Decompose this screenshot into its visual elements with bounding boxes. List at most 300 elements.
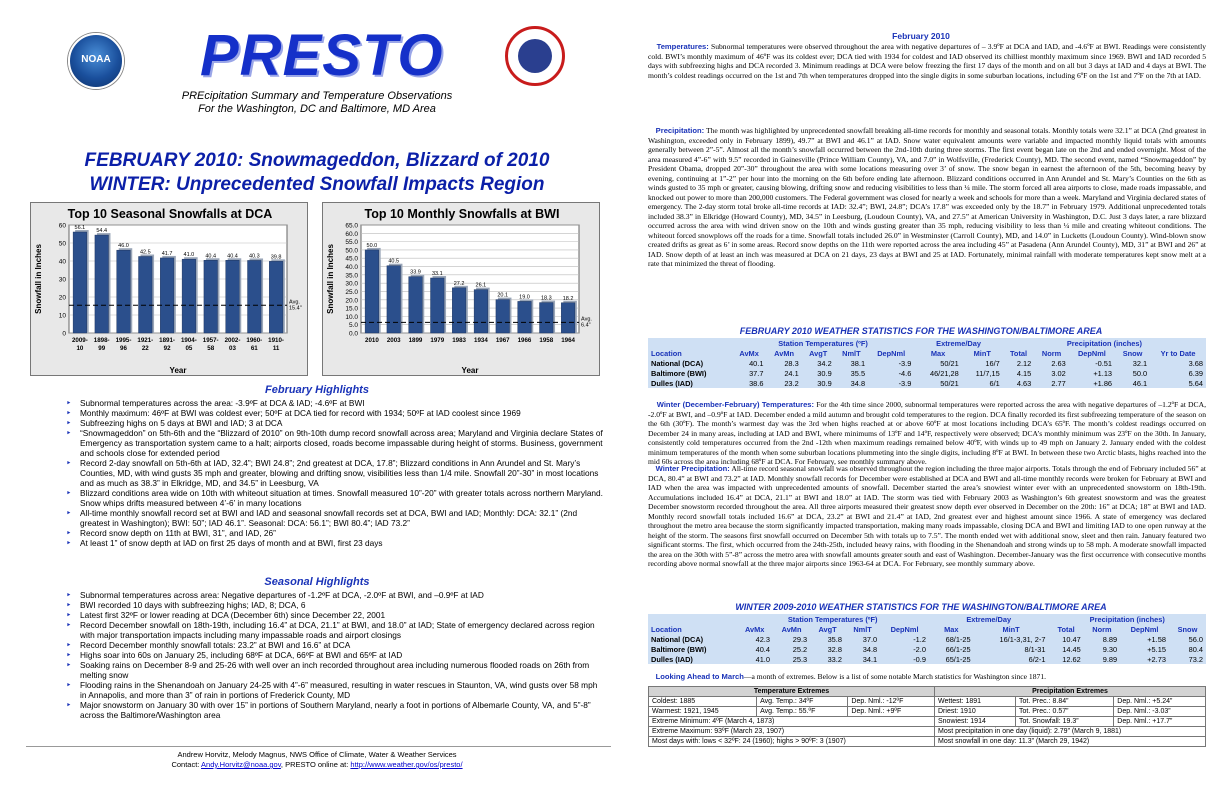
x-tick-label [452,337,466,344]
table-cell: 4.15 [1016,368,1032,378]
seasonal-highlights-list [66,590,606,720]
x-tick-label-line: 92 [163,345,171,352]
table-cell: -3.9 [898,378,912,388]
x-tick-label [365,337,379,344]
table-row [648,654,1206,664]
feb-highlight-item: ‣ Record snow depth on 11th at BWI, 31”, and IAD, 26” [66,528,606,538]
table-row [649,737,1206,747]
feb-summary-title: February 2010 [892,31,950,41]
x-tick-label-line: 1904- [180,337,197,344]
bar [182,259,196,333]
table-cell: 9.89 [1102,654,1118,664]
table-cell: 2.12 [1016,358,1032,368]
table-cell: National (DCA) [651,358,704,368]
table-header-row [648,348,1206,358]
table-cell: 2.63 [1051,358,1066,368]
table-cell: National (DCA) [651,634,704,644]
column-header: Max [944,624,959,634]
bar-value-label: 39.8 [270,254,282,261]
x-tick-label-line: 05 [185,345,193,352]
left-column [22,8,612,788]
table-row [649,717,1206,727]
y-tick-label: 60 [58,222,66,230]
winter-temp-label: Winter (December-February) Temperatures: [656,400,815,409]
column-header: Precipitation Extremes [935,687,1206,697]
y-axis-label: Snowfall in Inches [34,244,43,314]
bar-value-label: 41.7 [161,250,173,257]
group-header-cell: Extreme/Day [936,338,981,348]
feb-highlight-item: ‣ At least 1” of snow depth at IAD on first 25 days of month and at BWI, first 23 days [66,538,606,548]
bar-value-label: 27.2 [453,280,465,287]
x-tick-label-line: 2002- [224,337,241,344]
noaa-logo: NOAA [68,33,124,89]
y-tick-label: 20 [58,294,66,302]
table-row [648,378,1206,388]
bar [269,261,283,333]
table-cell: 33.2 [827,654,842,664]
table-cell: 16/7 [985,358,1000,368]
x-tick-label-line: 10 [76,345,84,352]
table-cell: 73.2 [1188,654,1203,664]
feb-stats-table [648,338,1206,388]
table-cell: -4.6 [898,368,912,378]
winter-precip-label: Winter Precipitation: [655,464,730,473]
x-tick-label [203,337,219,352]
table-cell: 34.8 [862,644,878,654]
x-tick-label-line: 96 [120,345,127,352]
x-tick-label-line: 2010 [365,337,379,344]
table-row [649,707,1206,717]
table-cell: Wettest: 1891 [935,697,1016,707]
x-tick-label-line: 1899 [408,337,423,344]
headline-winter: WINTER: Unprecedented Snowfall Impacts Region [89,174,545,195]
column-header: Norm [1092,624,1112,634]
x-tick-label-line: 1958 [539,337,554,344]
y-tick-label: 45.0 [345,255,358,263]
chart-dca-seasonal [30,202,308,376]
bar-value-label: 46.0 [118,243,129,250]
table-cell: Dep. Nml.: -3.03” [1114,707,1206,717]
table-cell: Dep. Nml.: +5.24” [1114,697,1206,707]
table-cell: 11/7,15 [975,368,1000,378]
bar [139,257,153,334]
x-tick-label-line: 1983 [452,337,466,344]
y-tick-label: 30 [58,276,66,284]
bar [248,260,262,333]
chart-svg [31,203,309,377]
seasonal-highlight-item: ‣ Highs soar into 60s on January 25, including 68ºF at DCA, 66ºF at BWI and 65ºF at IAD [66,650,606,660]
bar-value-label: 40.3 [248,253,260,260]
table-cell: -2.0 [913,644,926,654]
march-intro [648,672,1206,682]
x-tick-label-line: 03 [229,345,236,352]
table-cell: 3.68 [1188,358,1203,368]
chart-bwi-monthly [322,202,600,376]
winter-precip-text: All-time record seasonal snowfall was observed throughout the region including the three major airports. Totals through the end of February included 56” at DCA, 80.4” at BWI and 73.2” at IAD. Monthly snowfall records for December were established at DCA and BWI and all-time monthly records were broken for February at BWI and IAD when the area was impacted with unprecedented amounts of snowfall. December started the area’s snowiest winter ever with an unprecedented snowstorm on 18th-19th. Accumulations included 16.4” at DCA, 21.1” at BWI and 18.0” at IAD. The storm was tied with February 2003 as Washington’s 6th greatest snowstorm and was the greatest December snowstorm recorded throughout the area. All three airports measured their greatest snow depth ever observed in December on the 20th: 16” at DCA; 18” at BWI and IAD. Monthly record snowfall totals included 16.6” at DCA, 23.2” at BWI and 21.4” at IAD, 2nd greatest ever and highest amount since 1966. A state of emergency was declared throughout the metro area because the storm significantly impacted transportation, making many roads impassable, closing DCA and BWI and limiting IAD to one open runway at the height of the storm. The seasons first snowfall occurred on December 5th with totals up to 7.5”. The month ended wet with additional snow, sleet and then rain. January featured two significant storms. The first, which occurred from the 24th-25th, included heavy rains, with flooding in the Shenandoah and strong winds up to 58 mph. A moderate snowfall impacted the area on the 30th with 5”-8” across the metro area with snowfall amounts greater south and east of Washington. December-January was the first occurrence with consecutive months recording above normal snowfall at the three major airports since 1963-64 at DCA. For February, see monthly summary above. [648,464,1207,568]
table-cell: Tot. Snowfall: 19.3” [1016,717,1114,727]
column-header: NmlT [853,624,872,634]
table-row [648,634,1206,644]
table-cell: 32.8 [827,644,842,654]
y-tick-label: 30.0 [345,280,358,288]
table-cell: 40.1 [749,358,764,368]
table-cell: +1.13 [1093,368,1113,378]
x-tick-label [246,337,262,352]
table-row [648,368,1206,378]
x-axis-label: Year [461,366,479,375]
table-cell: 50/21 [940,378,959,388]
table-cell: +2.73 [1147,654,1166,664]
nws-logo [505,26,565,86]
x-tick-label [225,337,241,352]
seasonal-highlight-item: ‣ Record December snowfall on 18th-19th, including 16.4” at DCA, 21.1” at BWI, and 18.0” at IAD; State of emergency declared across region with major transportation impacts including many impassable roads and airport closings [66,620,606,640]
average-label [581,316,592,328]
bar [474,290,488,333]
table-cell: 8/1-31 [1024,644,1046,654]
seasonal-highlight-item: ‣ Record December monthly snowfall totals: 23.2” at BWI and 16.6” at DCA [66,640,606,650]
bar-value-label: 40.4 [227,253,238,260]
bar [540,303,554,333]
column-header: NmlT [842,348,861,358]
x-tick-label [430,337,444,344]
bar [204,260,218,333]
seasonal-highlight-item: ‣ Latest first 32ºF or lower reading at DCA (December 6th) since December 22, 2001 [66,610,606,620]
credits-authors: Andrew Horvitz, Melody Magnus, NWS Office of Climate, Water & Weather Services [177,750,457,759]
x-tick-label-line: 1967 [495,337,510,344]
credits-contact [22,760,612,770]
column-header: AvgT [818,624,837,634]
x-tick-label-line: 1957- [202,337,219,344]
seasonal-highlight-item: ‣ Subnormal temperatures across area: Negative departures of -1.2ºF at DCA, -2.0ºF at BWI, and –0.9ºF at IAD [66,590,606,600]
x-tick-label [137,337,153,352]
feb-highlight-item: ‣ Blizzard conditions area wide on 10th with whiteout situation at times. Snowfall measured 10”-20” with greater totals across northern Maryland. Snow whips drifts measured between 4’-6’ in many locations [66,488,606,508]
table-cell: 10.47 [1062,634,1081,644]
table-cell: Tot. Prec.: 0.57” [1016,707,1114,717]
table-cell: 34.8 [850,378,866,388]
feb-highlight-item: ‣ All-time monthly snowfall record set at BWI and IAD and seasonal snowfall records set at DCA, BWI and IAD; Monthly: DCA: 32.1” (2nd greatest in Washington); BWI: 50”; IAD 46.1”. Seasonal: DCA: 56.1”; BWI 80.4”; IAD 73.2” [66,508,606,528]
chart-title: Top 10 Monthly Snowfalls at BWI [364,207,560,221]
column-header: DepNml [877,348,906,358]
seasonal-highlights-title: Seasonal Highlights [264,576,370,588]
x-tick-label [94,337,110,352]
x-tick-label [496,337,510,344]
table-cell: 9.30 [1102,644,1118,654]
table-cell: Avg. Temp.: 55.ºF [757,707,848,717]
winter-stats-table [648,614,1206,664]
column-header: DepNml [890,624,919,634]
winter-temperature-paragraph [648,400,1206,467]
bar-value-label: 26.1 [475,282,487,289]
bar-value-label: 40.5 [388,258,400,265]
contact-label: Contact: [171,760,202,769]
column-header: AvMn [781,624,802,634]
table-header-row [648,624,1206,634]
bar [117,250,131,333]
column-header: AvMn [774,348,794,358]
column-header: MinT [1002,624,1020,634]
table-cell: 38.1 [850,358,866,368]
table-cell: 35.5 [850,368,866,378]
group-header-cell: Precipitation (inches) [1089,614,1165,624]
column-header: Norm [1041,348,1062,358]
x-tick-label-line: 61 [250,345,258,352]
table-cell: 40.4 [755,644,770,654]
table-cell: Extreme Maximum: 93ºF (March 23, 1907) [649,727,935,737]
x-tick-label [387,337,401,344]
table-cell: 6/2-1 [1028,654,1046,664]
table-row [649,727,1206,737]
average-label-line: Avg. [289,299,300,306]
table-cell: 34.2 [817,358,832,368]
y-tick-label: 20.0 [345,297,358,305]
credits [22,750,612,770]
seasonal-highlight-item: ‣ BWI recorded 10 days with subfreezing highs; IAD, 8; DCA, 6 [66,600,606,610]
y-tick-label: 55.0 [345,239,358,247]
feb-precip-text: The month was highlighted by unprecedented snowfall breaking all-time records for monthly and seasonal totals. Monthly totals were 32.1” at DCA (2nd greatest in Washington, exceeded only in February 1899), 49.7” at BWI and 46.1” at IAD. Snow water equivalent amounts were variable and impacted monthly liquid totals with amounts generally between 2”-5”. Almost all the month’s snowfall occurred between the 2nd-10th during three storms. The first event began late on the 2nd and ended overnight. Most of the area measured 4”-6” with 9.5” recorded in Gainesville (Prince William County), VA, and 7.0” in Wolfsville, (Frederick County), MD. The second event, named “Snowmageddon” by President Obama, dropped 20”-30” throughout the area with some locations measuring over 3’ of snow. The snow began in earnest the afternoon of the 5th, becoming heavy by evening, continuing at 1”-2” per hour into the morning on the 6th before ending late afternoon. Blizzard conditions occurred in Ann Arundel and St. Mary’s Counties on the 6th as winds gusted to 35 mph or greater, causing blowing, drifting snow and reducing visibilities to less than ¼ mile. The storm forced all area airports to close, made roads impassable, and knocked out power to more than 200,000 customers. The Federal government was closed for nearly a week and schools for more than a week. Maryland and Virginia declared states of emergency. The 2-day storm total broke all-time records at IAD: 32.4”; BWI, 24.8”; DCA’s 17.8” was exceeded only by the 18.7” in February 1979. Additional unprecedented totals included 38.3” in Elkridge (Howard County), MD, 34.5” in Leesburg, (Loudoun County), VA, and 27.5” at American University in Washington, D.C. Just 3 days later, a rare blizzard occurred across the area with wind driven snow on the 10th and winds gusting greater than 35 mph, reducing visibility to less than ¼ mile and creating whiteout conditions. The whiteout forced snowplows off the roads for a time. Snowfall totals included 26.0” in Westminster (Carroll County), MD, and 14.0” in Lucketts (Loudoun County). Wind-blown snow created drifts as great as 6’ in some areas. Record snow depths on the 11th were reported across the area including 45” at Pasadena (Ann Arundel County), MD, 31” at BWI and 26” at IAD. Snow depth of at least an inch was measured at DCA on 21 days, 23 days at BWI and 25 at IAD. Fortunately, minimal rainfall with moderate temperatures kept snow melt at a rate that minimized the threat of flooding. [648,126,1206,268]
bar-value-label: 20.1 [497,292,509,299]
x-tick-label-line: 58 [207,345,215,352]
winter-precipitation-paragraph [648,464,1206,569]
bar-value-label: 40.4 [205,253,217,260]
table-cell: 12.62 [1062,654,1081,664]
table-group-header [648,614,1206,624]
column-header: DepNml [1130,624,1159,634]
table-cell: 34.1 [862,654,878,664]
table-cell: 46/21,28 [929,368,959,378]
table-cell: 16/1-3,31, 2-7 [999,634,1046,644]
seasonal-highlight-item: ‣ Major snowstorm on January 30 with over 15” in portions of Southern Maryland, nearly a foot in portions of Albemarle County, VA, and 5”-8” across the Baltimore/Washington area [66,700,606,720]
table-cell: 28.3 [784,358,799,368]
average-label-line: 6.4" [581,322,591,329]
column-header: Snow [1177,624,1198,634]
x-tick-label [474,337,488,344]
table-cell: Dep. Nml.: +9ºF [848,707,935,717]
y-tick-label: 60.0 [345,230,358,238]
x-tick-label [116,337,132,352]
y-tick-label: 65.0 [345,222,358,230]
feb-highlight-item: ‣ Subfreezing highs on 5 days at BWI and IAD; 3 at DCA [66,418,606,428]
table-cell: 30.9 [817,368,832,378]
table-cell: 37.0 [862,634,878,644]
headline-february: FEBRUARY 2010: Snowmageddon, Blizzard of 2010 [84,150,550,171]
x-tick-label [159,337,175,352]
x-tick-label [409,337,423,344]
group-header-cell [648,338,732,348]
feb-precip-label: Precipitation: [655,126,705,135]
table-cell: Avg. Temp.: 34ºF [757,697,848,707]
column-header: AvMx [744,624,765,634]
column-header: Snow [1122,348,1143,358]
table-cell: 24.1 [784,368,799,378]
online-label: , PRESTO online at: [280,760,351,769]
bar [518,301,532,333]
group-header-cell: Station Temperatures (ºF) [778,338,868,348]
table-cell: 46.1 [1132,378,1148,388]
table-cell: 35.8 [827,634,842,644]
group-header-cell [648,614,736,624]
column-header: Total [1009,348,1028,358]
table-cell: 50/21 [940,358,959,368]
table-cell: 2.77 [1051,378,1066,388]
x-tick-label [518,337,532,344]
y-tick-label: 25.0 [345,288,358,296]
x-tick-label-line: 1966 [517,337,532,344]
table-cell: Extreme Minimum: 4ºF (March 4, 1873) [649,717,935,727]
feb-highlight-item: ‣ Monthly maximum: 46ºF at BWI was coldest ever; 50ºF at DCA tied for record with 1934; 50ºF at IAD coolest since 1969 [66,408,606,418]
column-header: Temperature Extremes [649,687,935,697]
y-tick-label: 0.0 [348,330,358,338]
column-header: AvgT [809,348,828,358]
feb-highlight-item: ‣ Record 2-day snowfall on 5th-6th at IAD, 32.4”; BWI 24.8”; 2nd greatest at DCA, 17.8”; Blizzard conditions in Ann Arundel and St. Mary’s Counties, MD, with wind gusts 35 mph and greater, blowing and drifting snow, visibilities less than 1/4 mile. Snowfall 20”-30” in most locations and as much as 38.3” in Elkridge, MD, and 34.5” in Leesburg, VA [66,458,606,488]
table-cell: Dulles (IAD) [651,378,693,388]
y-tick-label: 15.0 [345,305,358,313]
x-tick-label [72,337,88,352]
table-cell: Warmest: 1921, 1945 [649,707,757,717]
contact-email-link[interactable]: Andy.Horvitz@noaa.gov [201,760,281,769]
x-tick-label-line: 11 [272,345,280,352]
column-header: DepNml [1077,348,1106,358]
table-cell: 42.3 [755,634,770,644]
table-cell: 50.0 [1132,368,1148,378]
table-cell: Baltimore (BWI) [651,368,707,378]
table-row [649,697,1206,707]
table-cell: +5.15 [1147,644,1166,654]
table-cell: Driest: 1910 [935,707,1016,717]
table-cell: 8.89 [1102,634,1118,644]
table-cell: 3.02 [1051,368,1066,378]
bar [226,260,240,333]
app-title: PRESTO [200,23,444,88]
y-tick-label: 0 [62,330,66,338]
winter-temp-text: For the 4th time since 2000, subnormal temperatures were reported across the area with negative departures of –1.2ºF at DCA, -2.0ºF at BWI, and –0.9ºF at IAD. December ended a mild autumn and brought cold temperatures to the region. DCA finally recorded its first subfreezing temperature of the season on the 6th (30ºF). The month’s warmest day was the 3rd when highs reached at or above 60ºF at most locations including DCA’s 65ºF. The month’s coldest readings occurred on December 24 in many areas, including at IAD and BWI, where minimums of 13ºF and 14ºF, respectively were observed; DCA’s monthly minimum was 23ºF on the 30th. In January, consistently cold temperatures occurred from the 2nd -12th when maximum readings remained below 40ºF, with winds up to 49 mph on January 2. January ended with the coldest minimum temperatures of the month when some suburban locations plummeting into the single digits, including 8ºF at BWI. In between these two Arctic blasts, highs reached into the mid 60s across the area including 68ºF at DCA. For February, see monthly summary above. [648,400,1206,466]
bar-value-label: 41.0 [183,252,195,259]
table-cell: 29.3 [792,634,808,644]
bar [95,235,109,333]
seasonal-highlight-item: ‣ Soaking rains on December 8-9 and 25-26 with well over an inch recorded throughout area including numerous flooded roads on 26th from melting snow [66,660,606,680]
table-cell: -3.9 [898,358,912,368]
table-cell: Dep. Nml.: -12ºF [848,697,935,707]
feb-highlights-title: February Highlights [265,384,369,396]
chart-title: Top 10 Seasonal Snowfalls at DCA [67,207,273,221]
x-tick-label-line: 2003 [386,337,401,344]
table-cell: -0.9 [913,654,926,664]
bar [73,232,87,333]
table-cell: 66/1-25 [945,644,971,654]
table-row [648,644,1206,654]
presto-url-link[interactable]: http://www.weather.gov/os/presto/ [350,760,463,769]
table-row [648,358,1206,368]
feb-temp-text: Subnormal temperatures were observed throughout the area with negative departures of – 3.9ºF at DCA and IAD, and -4.6ºF at BWI. Readings were consistently cold. BWI’s monthly maximum of 46ºF was its coldest ever; DCA tied with 1934 for coldest and IAD observed its chilliest monthly maximum since 1969. BWI and IAD recorded 5 days with subfreezing highs and DCA recorded 3. Minimum readings at DCA were below freezing the first 17 days of the month and on all but 3 days at IAD and 4 days at BWI. The month’s coldest readings occurred on the 1st and 7th when temperatures dropped into the single digits in some suburban locations, including 6ºF on the 1st and 7ºF on the 7th at IAD. [648,42,1206,80]
table-cell: 25.3 [792,654,808,664]
nws-logo-emblem [518,39,552,73]
group-header-cell: Extreme/Day [966,614,1012,624]
right-column [634,32,1208,788]
bar [431,278,445,333]
march-text: —a month of extremes. Below is a list of some notable March statistics for Washington since 1871. [743,672,1047,681]
x-tick-label-line: 1921- [137,337,154,344]
table-cell: 30.9 [817,378,832,388]
bar-value-label: 18.2 [562,295,574,302]
bar-value-label: 33.9 [410,269,421,276]
x-tick-label-line: 99 [98,345,106,352]
column-header: Max [930,348,946,358]
x-tick-label-line: 22 [141,345,149,352]
footer-divider [26,746,611,747]
x-axis-label: Year [169,366,187,375]
y-tick-label: 40.0 [345,264,358,272]
x-tick-label-line: 1995- [115,337,132,344]
table-cell: 56.0 [1188,634,1203,644]
feb-highlight-item: ‣ Subnormal temperatures across the area: -3.9ºF at DCA & IAD; -4.6ºF at BWI [66,398,606,408]
table-cell: 41.0 [755,654,770,664]
x-tick-label [268,337,284,352]
bar [409,277,423,333]
x-tick-label [561,337,575,344]
y-tick-label: 5.0 [348,322,358,330]
feb-precipitation-paragraph [648,126,1206,269]
table-cell: Most precipitation in one day (liquid): 2.79” (March 9, 1881) [935,727,1206,737]
table-cell: 14.45 [1062,644,1081,654]
bar [496,300,510,333]
table-cell: 32.1 [1132,358,1148,368]
table-cell: Most days with: lows < 32ºF: 24 (1960); highs > 90ºF: 3 (1907) [649,737,935,747]
x-tick-label-line: 2009- [71,337,88,344]
chart-svg [323,203,601,377]
march-label: Looking Ahead to March [655,672,744,681]
march-extremes-table [648,686,1206,747]
column-header: Location [651,348,682,358]
table-cell: +1.86 [1093,378,1113,388]
y-tick-label: 10 [58,312,66,320]
table-cell: 23.2 [784,378,799,388]
x-tick-label [181,337,197,352]
column-header: MinT [973,348,991,358]
x-tick-label-line: 1960- [246,337,263,344]
group-header-cell: Station Temperatures (ºF) [787,614,878,624]
y-tick-label: 10.0 [345,313,358,321]
group-header-cell: Precipitation (inches) [1066,338,1142,348]
bar-value-label: 50.0 [366,242,378,249]
table-cell: Dep. Nml.: +17.7” [1114,717,1206,727]
y-tick-label: 40 [58,258,66,266]
table-cell: 65/1-25 [945,654,971,664]
table-cell: Snowiest: 1914 [935,717,1016,727]
x-tick-label [539,337,553,344]
bar-value-label: 56.1 [74,225,86,232]
table-cell: 6.39 [1188,368,1203,378]
table-cell: Dulles (IAD) [651,654,693,664]
x-tick-label-line: 1964 [561,337,575,344]
table-cell: 25.2 [792,644,808,654]
table-cell: 5.64 [1188,378,1203,388]
y-tick-label: 50 [58,240,66,248]
table-cell: 68/1-25 [945,634,971,644]
column-header: Total [1057,624,1075,634]
x-tick-label-line: 1934 [474,337,488,344]
column-header: Yr to Date [1160,348,1196,358]
x-tick-label-line: 1910- [268,337,285,344]
feb-highlights-list [66,398,606,548]
bar-value-label: 54.4 [96,228,108,235]
feb-temp-label: Temperatures: [656,42,709,51]
table-cell: +1.58 [1147,634,1166,644]
average-label [289,299,302,311]
bar-value-label: 19.0 [519,294,530,301]
average-label-line: 15.4" [289,305,302,312]
table-cell: Coldest: 1885 [649,697,757,707]
table-cell: Baltimore (BWI) [651,644,707,654]
feb-table-title: FEBRUARY 2010 WEATHER STATISTICS FOR THE WASHINGTON/BALTIMORE AREA [739,326,1103,336]
